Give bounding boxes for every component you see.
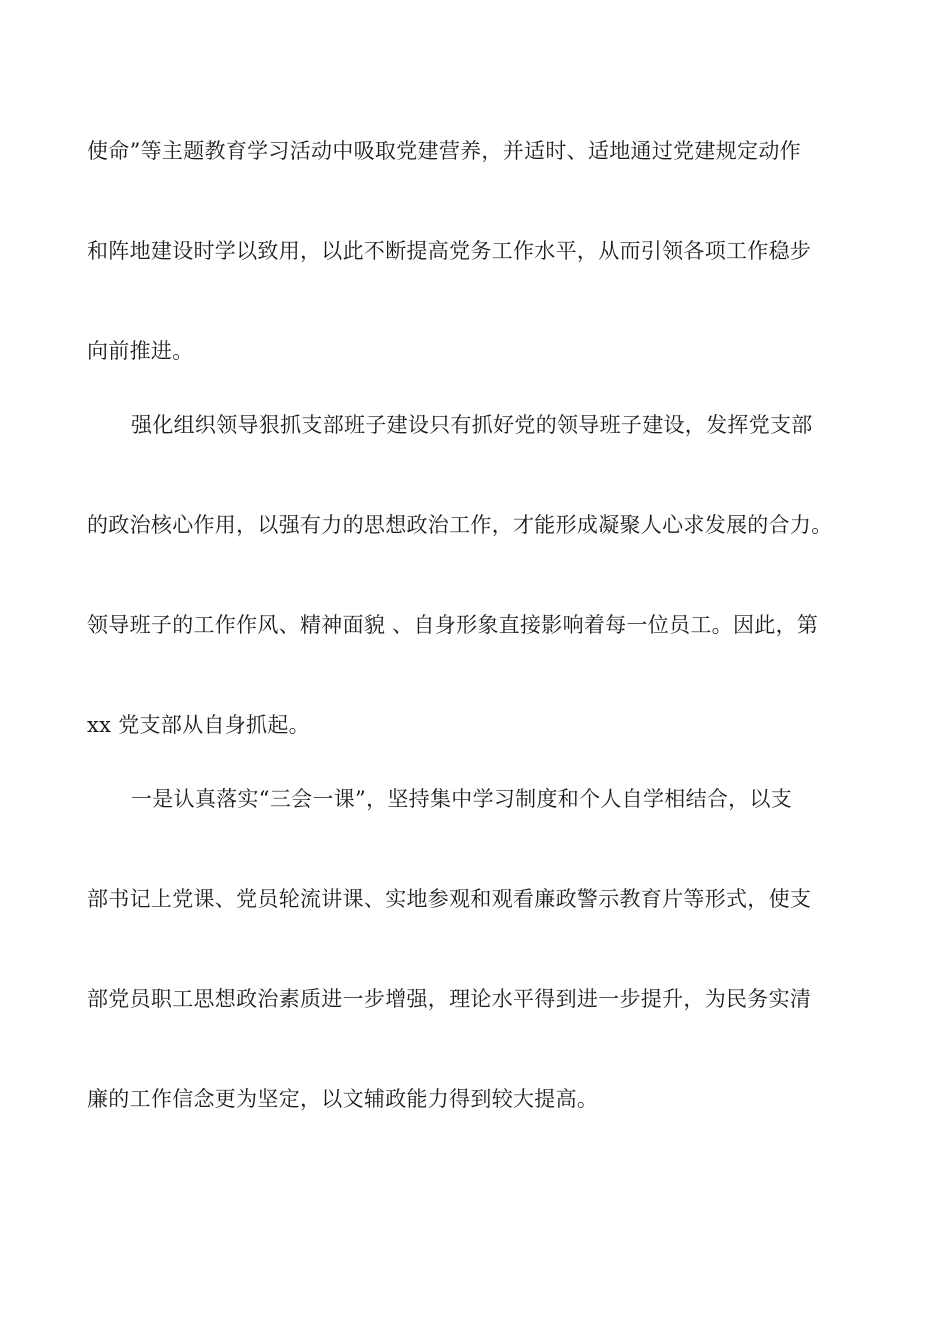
- paragraph-2-line-2: 的政治核心作用，以强有力的思想政治工作，才能形成凝聚人心求发展的合力。: [87, 513, 833, 537]
- paragraph-3-line-2: 部书记上党课、党员轮流讲课、实地参观和观看廉政警示教育片等形式，使支: [87, 887, 812, 911]
- paragraph-2-line-4: xx 党支部从自身抓起。: [87, 713, 310, 737]
- paragraph-3-line-4: 廉的工作信念更为坚定，以文辅政能力得到较大提高。: [87, 1087, 599, 1111]
- paragraph-1-line-1: 使命”等主题教育学习活动中吸取党建营养，并适时、适地通过党建规定动作: [87, 139, 801, 163]
- paragraph-1-line-2: 和阵地建设时学以致用，以此不断提高党务工作水平，从而引领各项工作稳步: [87, 239, 812, 263]
- paragraph-3-line-1: 一是认真落实“三会一课”，坚持集中学习制度和个人自学相结合，以支: [131, 787, 793, 811]
- paragraph-3-line-3: 部党员职工思想政治素质进一步增强，理论水平得到进一步提升，为民务实清: [87, 987, 812, 1011]
- paragraph-2-line-1: 强化组织领导狠抓支部班子建设只有抓好党的领导班子建设，发挥党支部: [131, 413, 813, 437]
- paragraph-2-line-3: 领导班子的工作作风、精神面貌 、自身形象直接影响着每一位员工。因此，第: [87, 613, 819, 637]
- paragraph-1-line-3: 向前推进。: [87, 339, 194, 363]
